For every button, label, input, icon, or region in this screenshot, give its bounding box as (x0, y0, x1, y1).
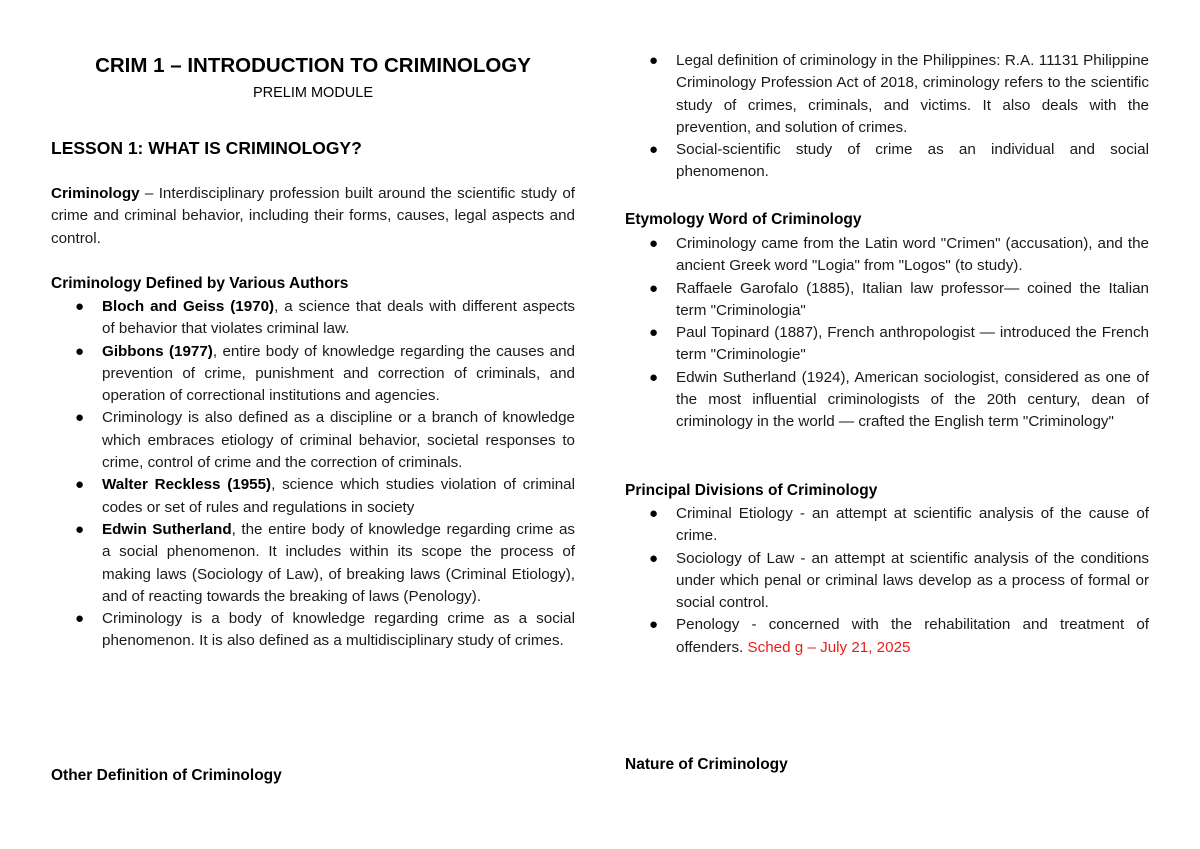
list-item (625, 50, 1149, 139)
definition-text: Legal definition of criminology in the Philippines: R.A. 11131 Philippine Criminology Profession Act of 2018, criminology refers to the scientific study of crimes, criminals, and victims. It also deals with the prevention, and solution of crimes. (676, 52, 1149, 136)
authors-list (51, 296, 575, 653)
bullet-icon: ● (649, 616, 659, 634)
author-definition: , a science that deals with different aspects of behavior that violates criminal law. (102, 298, 576, 338)
definition-text: Social-scientific study of crime as an individual and social phenomenon. (676, 141, 1149, 181)
list-item (625, 139, 1149, 184)
list-item (51, 608, 575, 653)
etymology-heading: Etymology Word of Criminology (625, 211, 862, 228)
list-item (625, 614, 1149, 659)
bullet-icon: ● (649, 279, 659, 297)
list-item (51, 474, 575, 519)
author-definition: , entire body of knowledge regarding the causes and prevention of crime, punishment and correction of criminals, and operation of correctional institutions and agencies. (102, 342, 575, 405)
bullet-icon: ● (75, 520, 85, 538)
nature-heading: Nature of Criminology (625, 756, 788, 773)
schedule-note: Sched g – July 21, 2025 (747, 638, 911, 656)
intro-paragraph (51, 183, 575, 250)
division-text: Criminal Etiology - an attempt at scientific analysis of the cause of crime. (676, 505, 1149, 545)
document-title: CRIM 1 – INTRODUCTION TO CRIMINOLOGY (95, 54, 531, 77)
bullet-icon: ● (75, 298, 85, 315)
etymology-text: Criminology came from the Latin word "Crimen" (accusation), and the ancient Greek word "Logia" from "Logos" (to study). (676, 235, 1149, 275)
other-definition-list (625, 50, 1149, 184)
list-item (625, 367, 1149, 434)
bullet-icon: ● (649, 235, 659, 252)
bullet-icon: ● (649, 549, 659, 567)
author-name: Bloch and Geiss (1970) (102, 298, 275, 315)
document-subtitle: PRELIM MODULE (252, 85, 374, 101)
bullet-icon: ● (649, 52, 659, 69)
list-item (625, 548, 1149, 615)
author-name: Gibbons (1977) (102, 342, 213, 360)
division-text: Penology - concerned with the rehabilitation and treatment of offenders. (676, 616, 1149, 656)
author-definition: , science which studies violation of criminal codes or set of rules and regulations in society (102, 476, 575, 516)
author-name: Edwin Sutherland (102, 520, 232, 538)
list-item (625, 233, 1149, 278)
author-definition: Criminology is a body of knowledge regarding crime as a social phenomenon. It is also defined as a multidisciplinary study of crimes. (102, 610, 575, 650)
etymology-text: Raffaele Garofalo (1885), Italian law professor— coined the Italian term "Criminologia" (676, 279, 1149, 319)
author-name: Walter Reckless (1955) (102, 476, 272, 494)
division-text: Sociology of Law - an attempt at scientific analysis of the conditions under which penal or criminal laws develop as a process of formal or social control. (676, 549, 1149, 612)
list-item (625, 503, 1149, 548)
bullet-icon: ● (75, 476, 85, 494)
etymology-text: Paul Topinard (1887), French anthropologist — introduced the French term "Criminologie" (676, 324, 1149, 364)
intro-term: Criminology (51, 185, 140, 202)
intro-text: – Interdisciplinary profession built around the scientific study of crime and criminal behavior, including their forms, causes, legal aspects and control. (51, 185, 575, 247)
divisions-list (625, 503, 1149, 659)
bullet-icon: ● (75, 409, 85, 427)
list-item (51, 296, 575, 341)
list-item (51, 341, 575, 408)
bullet-icon: ● (649, 141, 659, 159)
list-item (625, 322, 1149, 367)
etymology-text: Edwin Sutherland (1924), American sociologist, considered as one of the most influential criminologists of the 20th century, dean of criminology in the world — crafted the English term "Criminology" (676, 368, 1149, 431)
bullet-icon: ● (649, 324, 659, 342)
list-item (51, 519, 575, 608)
divisions-heading: Principal Divisions of Criminology (625, 482, 878, 499)
authors-heading: Criminology Defined by Various Authors (51, 275, 349, 292)
bullet-icon: ● (75, 342, 85, 360)
bullet-icon: ● (649, 505, 659, 522)
list-item (625, 278, 1149, 323)
lesson-title: LESSON 1: WHAT IS CRIMINOLOGY? (51, 138, 362, 158)
bullet-icon: ● (75, 610, 85, 628)
author-definition: Criminology is also defined as a discipline or a branch of knowledge which embraces etiology of criminal behavior, societal responses to crime, control of crime and the correction of criminals. (102, 409, 575, 472)
etymology-list (625, 233, 1149, 434)
list-item (51, 407, 575, 474)
other-definition-heading: Other Definition of Criminology (51, 767, 282, 784)
bullet-icon: ● (649, 368, 659, 386)
author-definition: , the entire body of knowledge regarding crime as a social phenomenon. It includes within its scope the process of making laws (Sociology of Law), of breaking laws (Criminal Etiology), and of reacting towards the breaking of laws (Penology). (102, 520, 575, 605)
